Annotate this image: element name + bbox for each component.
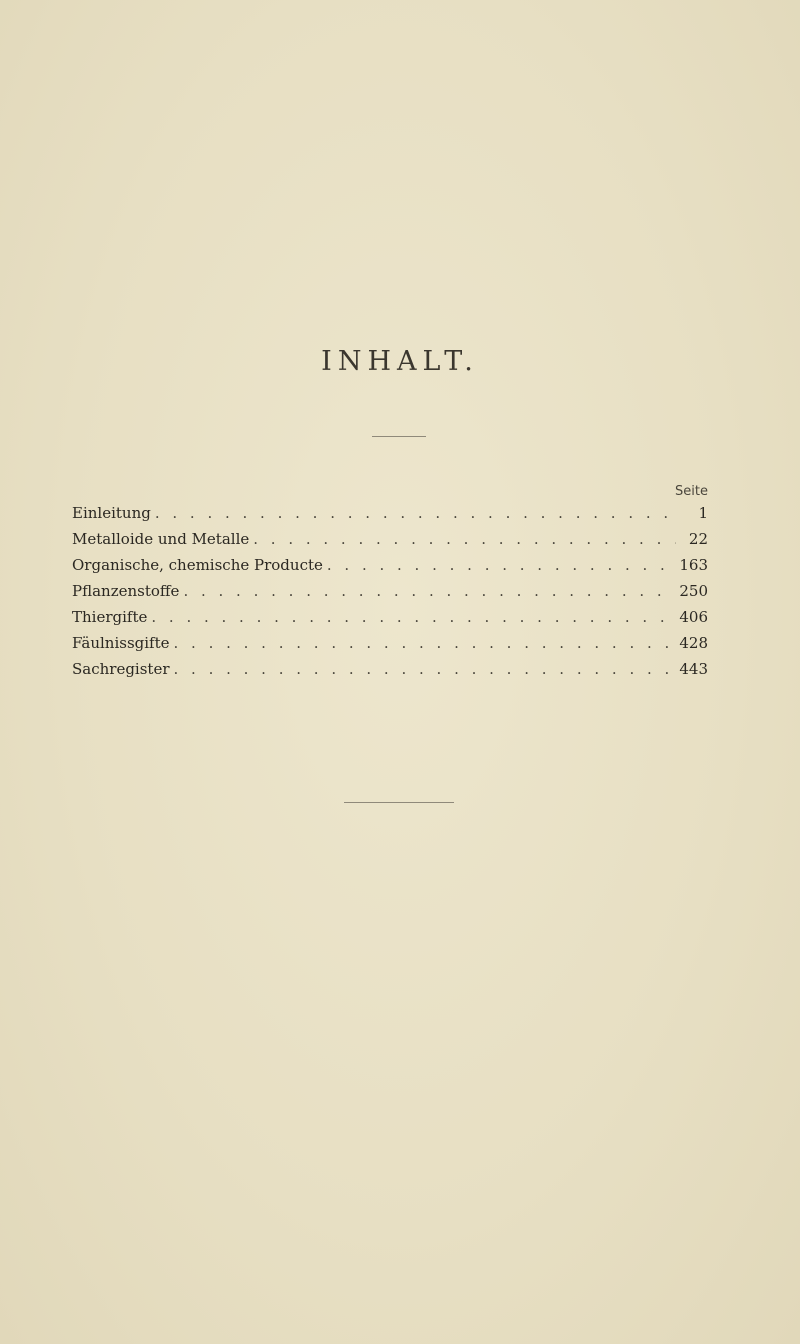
toc-entry-pflanzenstoffe	[72, 582, 708, 608]
toc-entry-page: 406	[679, 608, 708, 626]
toc-entry-label: Fäulnissgifte	[72, 634, 170, 652]
toc-entry-page: 22	[688, 530, 708, 548]
toc-entry-label: Pflanzenstoffe	[72, 582, 180, 600]
toc-entry-metalloide	[72, 530, 708, 556]
page-column-header: Seite	[675, 484, 708, 499]
toc-leader-dots	[253, 530, 676, 548]
toc-leader-dots	[151, 608, 675, 626]
toc-entry-label: Einleitung	[72, 504, 151, 522]
toc-entry-thiergifte	[72, 608, 708, 634]
table-of-contents	[72, 504, 708, 686]
toc-entry-sachregister	[72, 660, 708, 686]
page-title: INHALT.	[321, 346, 479, 377]
top-divider	[372, 436, 426, 437]
toc-leader-dots	[183, 582, 675, 600]
toc-entry-einleitung	[72, 504, 708, 530]
toc-entry-faeulnissgifte	[72, 634, 708, 660]
toc-entry-label: Sachregister	[72, 660, 170, 678]
toc-entry-page: 163	[679, 556, 708, 574]
bottom-divider	[344, 802, 454, 803]
toc-entry-label: Thiergifte	[72, 608, 148, 626]
toc-leader-dots	[174, 660, 676, 678]
toc-leader-dots	[155, 504, 676, 522]
toc-entry-label: Organische, chemische Producte	[72, 556, 323, 574]
toc-leader-dots	[174, 634, 676, 652]
toc-entry-label: Metalloide und Metalle	[72, 530, 250, 548]
toc-entry-page: 428	[679, 634, 708, 652]
toc-entry-organische	[72, 556, 708, 582]
toc-leader-dots	[327, 556, 675, 574]
toc-entry-page: 1	[698, 504, 708, 522]
toc-entry-page: 443	[679, 660, 708, 678]
toc-entry-page: 250	[679, 582, 708, 600]
